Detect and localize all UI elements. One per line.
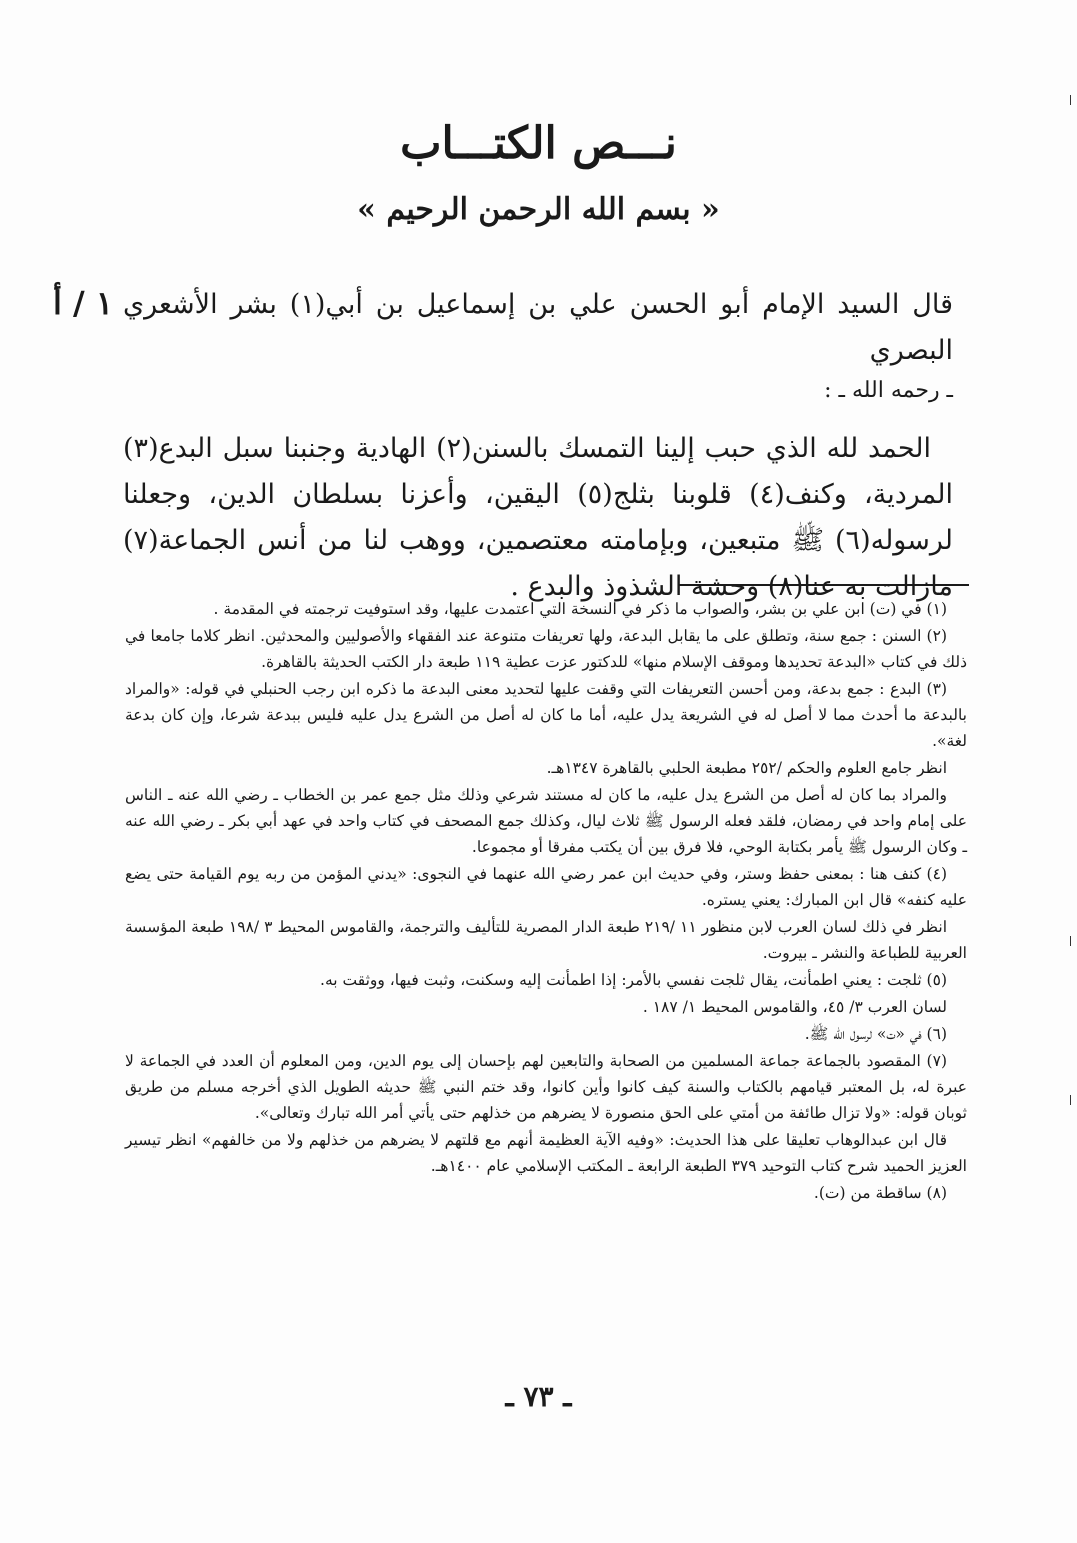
footnote-4-reference: انظر في ذلك لسان العرب لابن منظور ١١ /٢١٩ طبعة الدار المصرية للتأليف والترجمة، والقاموس المحيط ٣ /١٩٨ طبعة المؤسسة العربية للطباعة والنشر ـ بيروت.	[125, 918, 967, 962]
footnotes-block	[125, 596, 967, 1207]
footnote-8: (٨) ساقطة من (ت).	[813, 1184, 947, 1202]
footnote-3-continuation: والمراد بما كان له أصل من الشرع يدل عليه، ما كان له مستند شرعي وذلك مثل جمع عمر بن الخطاب ـ رضي الله عنه ـ الناس على إمام واحد في رمضان، فلقد فعله الرسول ﷺ ثلاث ليال، وكذلك جمع المصحف في كتاب واحد في عهد أبي بكر ـ رضي الله عنه ـ وكان الرسول ﷺ يأمر بكتابة الوحي، فلا فرق بين أن يكتب مفرقا أو مجموعا.	[125, 786, 967, 856]
intro-paragraph	[123, 282, 953, 408]
footnote-3: (٣) البدع : جمع بدعة، ومن أحسن التعريفات التي وقفت عليها لتحديد معنى البدعة ما ذكره ابن رجب الحنبلي في قوله: «والمراد بالبدعة ما أحدث مما لا أصل له في الشريعة يدل عليه، أما ما كان له أصل من الشرع يدل عليه فليس ببدعة شرعا، وإن كان بدعة لغة».	[125, 680, 967, 750]
footnote-7: (٧) المقصود بالجماعة جماعة المسلمين من الصحابة والتابعين لهم بإحسان إلى يوم الدين، ومن المعلوم أن العدد في الجماعة لا عبرة له، بل المعتبر قيامهم بالكتاب والسنة كيف كانوا وأين كانوا، وقد ختم النبي ﷺ حديثه الطويل الذي أخرجه مسلم من طريق ثوبان قوله: «ولا تزال طائفة من أمتي على الحق منصورة لا يضرهم من خذلهم حتى يأتي أمر الله تبارك وتعالى».	[125, 1052, 967, 1122]
footnote-5-reference: لسان العرب ٣/ ٤٥، والقاموس المحيط ١/ ١٨٧ .	[642, 998, 947, 1016]
scan-margin-mark	[1070, 936, 1071, 946]
footnote-4: (٤) كنف هنا : بمعنى حفظ وستر، وفي حديث ابن عمر رضي الله عنهما في النجوى: «يدني المؤمن من ربه يوم القيامة حتى يضع عليه كنفه» قال ابن المبارك: يعني يستره.	[125, 865, 967, 909]
footnote-3-reference: انظر جامع العلوم والحكم /٢٥٢ مطبعة الحلبي بالقاهرة ١٣٤٧هـ.	[546, 759, 947, 777]
footnote-separator	[679, 584, 969, 586]
footnote-2: (٢) السنن : جمع سنة، وتطلق على ما يقابل البدعة، ولها تعريفات متنوعة عند الفقهاء والأصوليين والمحدثين. انظر كلاما جامعا في ذلك في كتاب «البدعة تحديدها وموقف الإسلام منها» للدكتور عزت عطية ١١٩ طبعة دار الكتب الحديثة بالقاهرة.	[125, 627, 967, 671]
section-title: نـــص الكتـــاب	[400, 118, 677, 169]
page-number: ـ ٧٣ ـ	[505, 1380, 572, 1413]
main-text-block	[123, 282, 953, 610]
footnote-5: (٥) ثلجت : يعني اطمأنت، يقال ثلجت نفسي بالأمر: إذا اطمأنت إليه وسكنت، وثبت فيها، ووثقت به.	[320, 971, 947, 989]
scan-margin-mark	[1070, 1095, 1071, 1105]
intro-line-2: ـ رحمه الله ـ :	[824, 378, 953, 403]
footnote-7-continuation: قال ابن عبدالوهاب تعليقا على هذا الحديث: «وفيه الآية العظيمة أنهم مع قلتهم لا يضرهم من خذلهم ولا من خالفهم» انظر تيسير العزيز الحميد شرح كتاب التوحيد ٣٧٩ الطبعة الرابعة ـ المكتب الإسلامي عام ١٤٠٠هـ.	[125, 1131, 967, 1175]
footnote-6: (٦) في «ت» لرسول الله ﷺ.	[804, 1025, 947, 1043]
footnote-1: (١) في (ت) ابن علي بن بشر، والصواب ما ذكر في النسخة التي اعتمدت عليها، وقد استوفيت ترجمته في المقدمة .	[213, 600, 947, 618]
basmala-heading: « بسم الله الرحمن الرحيم »	[357, 192, 720, 227]
intro-line-1: قال السيد الإمام أبو الحسن علي بن إسماعيل بن أبي(١) بشر الأشعري البصري	[123, 289, 953, 366]
manuscript-folio-marker: ١ / أ	[52, 284, 113, 322]
scan-margin-mark	[1070, 95, 1071, 105]
body-paragraph: الحمد لله الذي حبب إلينا التمسك بالسنن(٢) الهادية وجنبنا سبل البدع(٣) المردية، وكنف(٤) قلوبنا بثلج(٥) اليقين، وأعزنا بسلطان الدين، وجعلنا لرسوله(٦) ﷺ متبعين، وبإمامته معتصمين، ووهب لنا من أنس الجماعة(٧) مازالت به عنا(٨) وحشة الشذوذ والبدع .	[123, 433, 953, 602]
